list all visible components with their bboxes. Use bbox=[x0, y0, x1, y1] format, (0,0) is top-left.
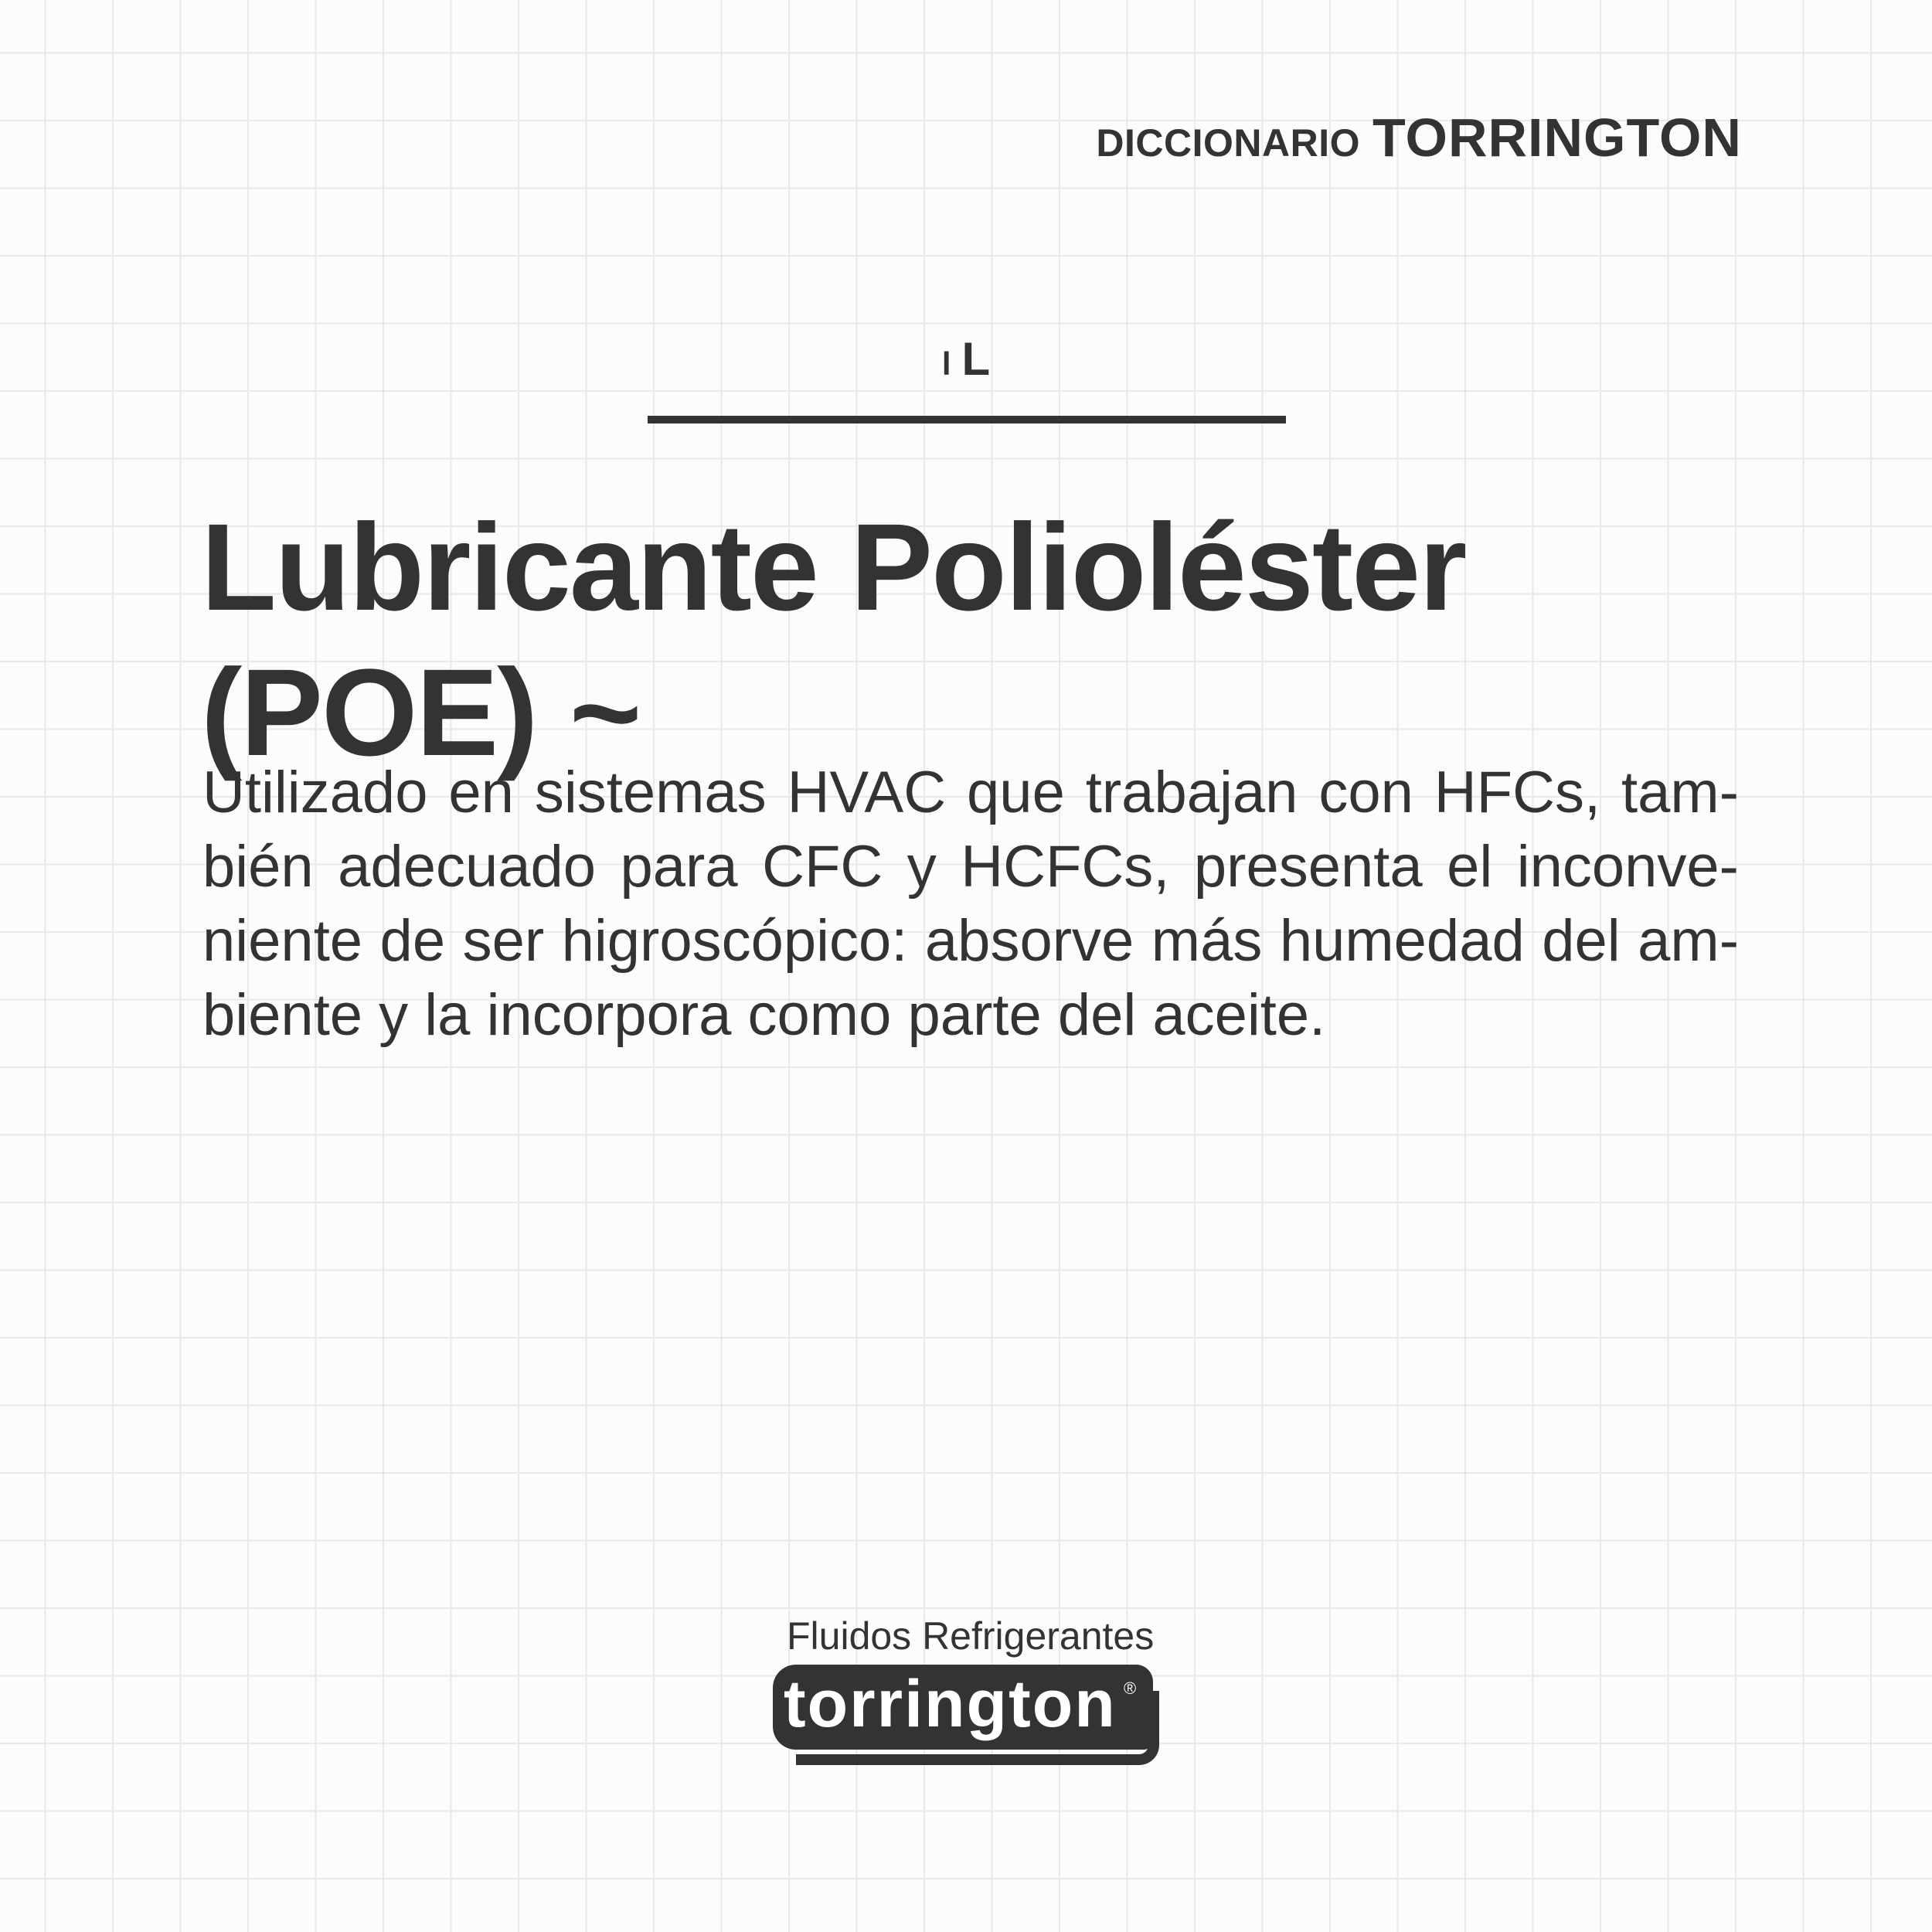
logo-wordmark: torrington bbox=[784, 1667, 1117, 1741]
letter-marker bbox=[0, 332, 1932, 386]
header-label-diccionario: DICCIONARIO bbox=[1096, 121, 1360, 165]
term-title-line1: Lubricante Polioléster bbox=[201, 498, 1466, 636]
torrington-logo bbox=[773, 1614, 1175, 1768]
letter-marker-lowercase: l bbox=[941, 345, 951, 382]
registered-mark-icon: ® bbox=[1124, 1679, 1137, 1698]
term-title bbox=[201, 495, 1669, 785]
header-label-torrington: TORRINGTON bbox=[1372, 107, 1742, 168]
section-divider bbox=[648, 416, 1286, 423]
header-brand bbox=[1096, 107, 1742, 168]
logo-tagline: Fluidos Refrigerantes bbox=[787, 1614, 1155, 1658]
term-definition: Utilizado en sistemas HVAC que trabajan con HFCs, tam-bién adecuado para CFC y HCFCs, presenta el inconve-niente de ser higroscópico: absorve más humedad del am-biente y la incorpora como parte del aceite. bbox=[202, 760, 1739, 1048]
term-title-line2: (POE) ~ bbox=[201, 643, 641, 781]
letter-marker-uppercase: L bbox=[961, 333, 991, 385]
